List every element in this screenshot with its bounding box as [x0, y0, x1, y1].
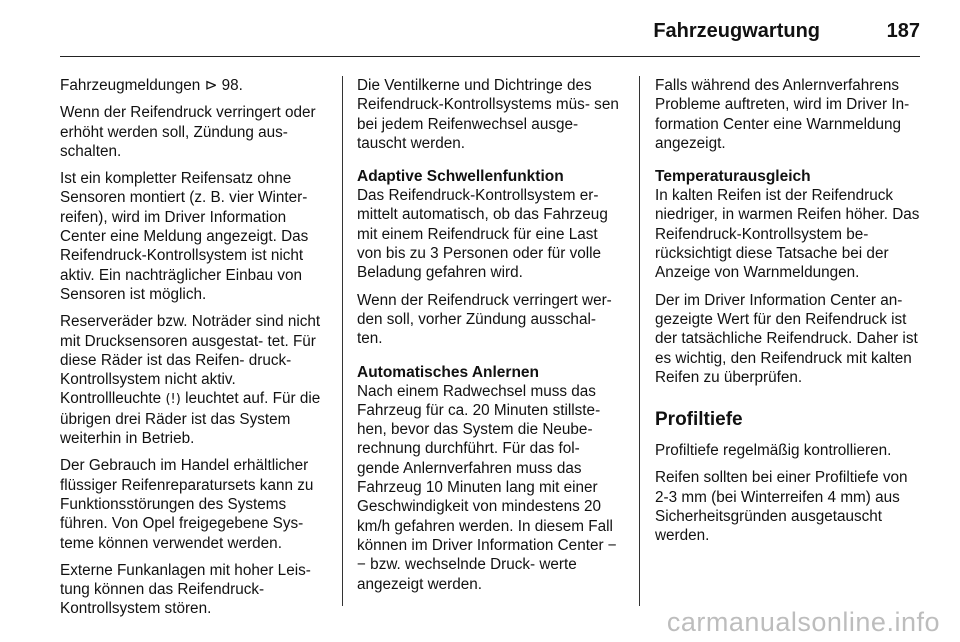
section-heading: Adaptive Schwellenfunktion	[357, 168, 564, 186]
paragraph: Externe Funkanlagen mit hoher Leis- tung können das Reifendruck- Kontrollsystem stören.	[60, 561, 311, 618]
paragraph: Das Reifendruck-Kontrollsystem er- mittelt automatisch, ob das Fahrzeug mit einem Reifendruck für eine Last von bis zu 3 Personen oder für volle Beladung gefahren wird.	[357, 187, 608, 282]
paragraph: Der Gebrauch im Handel erhältlicher flüssiger Reifenreparatursets kann zu Funktionsstörungen des Systems führen. Von Opel freigegebene Sys- teme können verwendet werden.	[60, 457, 314, 552]
page-header	[60, 0, 920, 57]
paragraph: Die Ventilkerne und Dichtringe des Reifendruck-Kontrollsystems müs- sen bei jedem Reifenwechsel ausge- tauscht werden.	[357, 77, 619, 152]
chapter-heading: Profiltiefe	[655, 409, 743, 431]
column-divider-2	[639, 76, 640, 606]
paragraph: Wenn der Reifendruck verringert wer- den soll, vorher Zündung ausschal- ten.	[357, 291, 612, 348]
section-heading: Temperaturausgleich	[655, 168, 811, 186]
column-1	[60, 76, 325, 627]
paragraph: Wenn der Reifendruck verringert oder erhöht werden soll, Zündung aus- schalten.	[60, 104, 316, 160]
page-number: 187	[886, 20, 920, 42]
column-2	[357, 76, 622, 602]
paragraph-text: leuchtet auf. Für die übrigen drei Räder ist das System weiterhin in Betrieb.	[60, 390, 321, 448]
paragraph: Der im Driver Information Center an- gezeigte Wert für den Reifendruck ist der tatsächliche Reifendruck. Daher ist es wichtig, den Reifendruck mit kalten Reifen zu überprüfen.	[655, 291, 918, 386]
paragraph	[60, 312, 325, 448]
paragraph: Nach einem Radwechsel muss das Fahrzeug für ca. 20 Minuten stillste- hen, bevor das System die Neube- rechnung durchführt. Für das fol- gende Anlernverfahren muss das Fahrzeug 10 Minuten lang mit einer Geschwindigkeit von mindestens 20 km/h gefahren werden. In diesem Fall können im Driver Information Center −− bzw. wechselnde Druck- werte angezeigt werden.	[357, 382, 617, 593]
page-title: Fahrzeugwartung	[653, 20, 820, 42]
paragraph: Profiltiefe regelmäßig kontrollieren.	[655, 442, 892, 460]
paragraph: Falls während des Anlernverfahrens Probleme auftreten, wird im Driver In- formation Center eine Warnmeldung angezeigt.	[655, 77, 910, 152]
paragraph: In kalten Reifen ist der Reifendruck niedriger, in warmen Reifen höher. Das Reifendruck-Kontrollsystem be- rücksichtigt diese Tatsache bei der Anzeige von Warnmeldungen.	[655, 187, 920, 282]
paragraph: Fahrzeugmeldungen ⊳ 98.	[60, 77, 243, 94]
section-heading: Automatisches Anlernen	[357, 363, 540, 381]
watermark: carmanualsonline.info	[666, 607, 940, 637]
paragraph: Ist ein kompletter Reifensatz ohne Sensoren montiert (z. B. vier Winter- reifen), wird im Driver Information Center eine Meldung angezeigt. Das Reifendruck-Kontrollsystem ist nicht aktiv. Ein nachträglicher Einbau von Sensoren ist möglich.	[60, 170, 309, 303]
tire-pressure-warning-icon: (!)	[165, 392, 181, 408]
paragraph-text: Reserveräder bzw. Noträder sind nicht mit Drucksensoren ausgestat- tet. Für diese Räder ist das Reifen- druck-Kontrollsystem nicht aktiv. Kontrollleuchte	[60, 313, 321, 408]
paragraph: Reifen sollten bei einer Profiltiefe von 2-3 mm (bei Winterreifen 4 mm) aus Sicherheitsgründen ausgetauscht werden.	[655, 469, 908, 545]
column-divider-1	[342, 76, 343, 606]
column-3	[655, 76, 923, 554]
